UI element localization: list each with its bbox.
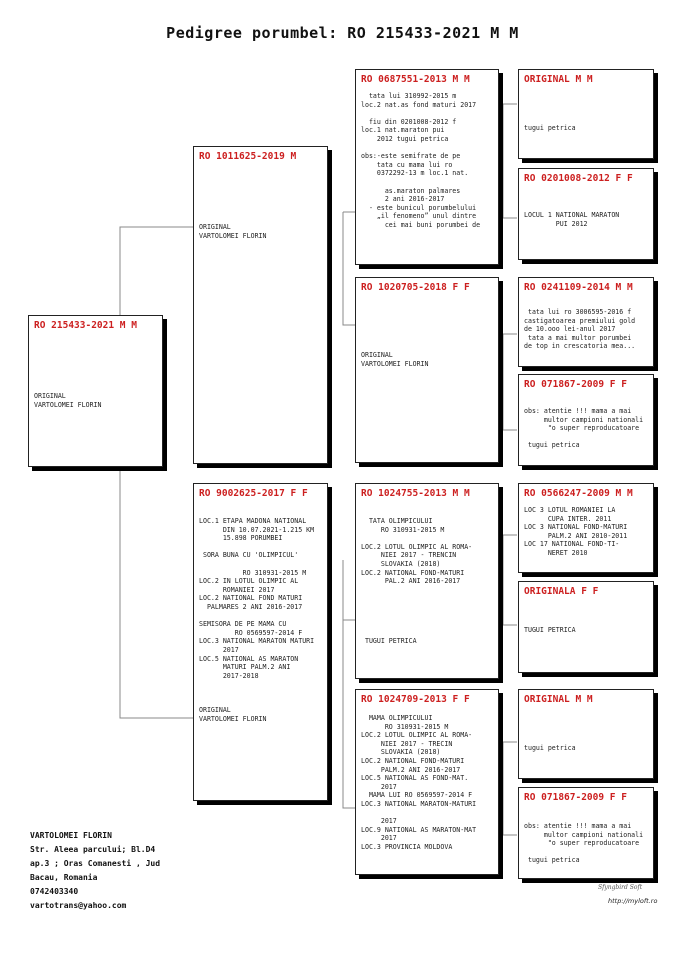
connector-dd-d [503, 742, 517, 835]
subject-ring: RO 215433-2021 M M [34, 320, 137, 331]
ggp-card-6[interactable] [518, 581, 654, 673]
dam-dam-card[interactable] [355, 689, 499, 875]
owner-phone: 0742403340 [30, 887, 79, 896]
ggp-card-4[interactable] [518, 374, 654, 466]
ggp-ring-4: RO 071867-2009 F F [524, 379, 627, 390]
connector-subject-dam [120, 467, 193, 718]
owner-address-line-3: Bacau, Romania [30, 873, 98, 882]
ggp-ring-8: RO 071867-2009 F F [524, 792, 627, 803]
ggp-text-2: LOCUL 1 NATIONAL MARATON PUI 2012 [524, 211, 620, 228]
sire-sire-ring: RO 0687551-2013 M M [361, 74, 470, 85]
owner-email[interactable]: vartotrans@yahoo.com [30, 901, 127, 910]
connector-sd-d [503, 334, 517, 430]
connector-dam-dam [343, 620, 355, 808]
connector-sire-dam [343, 212, 355, 325]
dam-dam-text: MAMA OLIMPICULUI RO 310931-2015 M LOC.2 LOTUL OLIMPIC AL ROMA- NIEI 2017 - TRECIN SLOVAKIA (2018) LOC.2 NATIONAL FOND-MATURI PALM.2 ANI 2016-2017 LOC.5 NATIONAL AS FOND-MAT. 2017 MAMA LUI RO 0569597-2014 F LOC.3 NATIONAL MARATON-MATURI 2017 LOC.9 NATIONAL AS MARATON-MAT 2017 LOC.3 PROVINCIA MOLDOVA [361, 714, 477, 851]
dam-sire-text: TATA OLIMPICULUI RO 310931-2015 M LOC.2 LOTUL OLIMPIC AL ROMA- NIEI 2017 - TRENCIN SLOVAKIA (2018) LOC.2 NATIONAL FOND-MATURI PAL.2 ANI 2016-2017 TUGUI PETRICA [361, 517, 473, 646]
ggp-card-3[interactable] [518, 277, 654, 367]
ggp-text-3: tata lui ro 3006595-2016 f castigatoarea premiului gold de 10.ooo lei-anul 2017 tata a mai multor porumbei de top in crescatoria mea... [524, 308, 636, 351]
dam-sire-card[interactable] [355, 483, 499, 679]
owner-name: VARTOLOMEI FLORIN [30, 831, 112, 840]
ggp-card-5[interactable] [518, 483, 654, 573]
ggp-text-7: tugui petrica [524, 744, 576, 752]
ggp-text-8: obs: atentie !!! mama a mai multor campioni nationali "o super reproducatoare tugui petrica [524, 822, 644, 865]
ggp-ring-5: RO 0566247-2009 M M [524, 488, 633, 499]
subject-text: ORIGINAL VARTOLOMEI FLORIN [34, 392, 102, 409]
ggp-card-8[interactable] [518, 787, 654, 879]
sire-sire-card[interactable] [355, 69, 499, 265]
ggp-ring-6: ORIGINALA F F [524, 586, 599, 597]
subject-card[interactable] [28, 315, 163, 467]
page-title: Pedigree porumbel: RO 215433-2021 M M [166, 24, 519, 42]
sire-ring: RO 1011625-2019 M [199, 151, 297, 162]
software-url-link[interactable]: http://myloft.ro [608, 897, 658, 905]
sire-dam-ring: RO 1020705-2018 F F [361, 282, 470, 293]
owner-contact-block [30, 829, 160, 913]
sire-card[interactable] [193, 146, 328, 464]
dam-dam-ring: RO 1024709-2013 F F [361, 694, 470, 705]
ggp-ring-3: RO 0241109-2014 M M [524, 282, 633, 293]
ggp-ring-1: ORIGINAL M M [524, 74, 593, 85]
connector-ds-d [503, 535, 517, 625]
sire-dam-card[interactable] [355, 277, 499, 463]
ggp-text-1: tugui petrica [524, 124, 576, 132]
sire-dam-text: ORIGINAL VARTOLOMEI FLORIN [361, 351, 429, 368]
dam-sire-ring: RO 1024755-2013 M M [361, 488, 470, 499]
owner-address-line-2: ap.3 ; Oras Comanesti , Jud [30, 859, 161, 868]
dam-ring: RO 9002625-2017 F F [199, 488, 308, 499]
ggp-ring-7: ORIGINAL M M [524, 694, 593, 705]
ggp-card-7[interactable] [518, 689, 654, 779]
connector-ss-d [503, 104, 517, 218]
sire-sire-text: tata lui 310992-2015 m loc.2 nat.as fond maturi 2017 fiu din 0201008-2012 f loc.1 nat.maraton pui 2012 tugui petrica obs:-este semifrate de pe tata cu mama lui ro 0372292-13 m loc.1 nat. as.maraton palmares 2 ani 2016-2017 - este bunicul porumbelului „il fenomeno” unul dintre cei mai buni porumbei de [361, 92, 481, 229]
ggp-ring-2: RO 0201008-2012 F F [524, 173, 633, 184]
ggp-card-2[interactable] [518, 168, 654, 260]
owner-address-line-1: Str. Aleea parcului; Bl.D4 [30, 845, 156, 854]
sire-text: ORIGINAL VARTOLOMEI FLORIN [199, 223, 267, 240]
ggp-text-4: obs: atentie !!! mama a mai multor campioni nationali "o super reproducatoare tugui petrica [524, 407, 644, 450]
dam-text: LOC.1 ETAPA MADONA NATIONAL DIN 10.07.2021-1.215 KM 15.898 PORUMBEI SORA BUNA CU 'OLIMPICUL' RO 310931-2015 M LOC.2 IN LOTUL OLIMPIC AL ROMANIEI 2017 LOC.2 NATIONAL FOND MATURI PALMARES 2 ANI 2016-2017 SEMISORA DE PE MAMA CU RO 0569597-2014 F LOC.3 NATIONAL MARATON MATURI 2017 LOC.5 NATIONAL AS MARATON MATURI PALM.2 ANI 2017-2018 ORIGINAL VARTOLOMEI FLORIN [199, 517, 315, 723]
ggp-card-1[interactable] [518, 69, 654, 159]
ggp-text-5: LOC 3 LOTUL ROMANIEI LA CUPA INTER. 2011 LOC 3 NATIONAL FOND-MATURI PALM.2 ANI 2010-2011 LOC 17 NATIONAL FOND-TI- NERET 2010 [524, 506, 628, 557]
dam-card[interactable] [193, 483, 328, 801]
connector-dam-sire [343, 560, 355, 620]
connector-subject-sire [120, 227, 193, 315]
ggp-text-6: TUGUI PETRICA [524, 626, 576, 634]
software-logo: Sfyngbird Soft [598, 884, 643, 891]
